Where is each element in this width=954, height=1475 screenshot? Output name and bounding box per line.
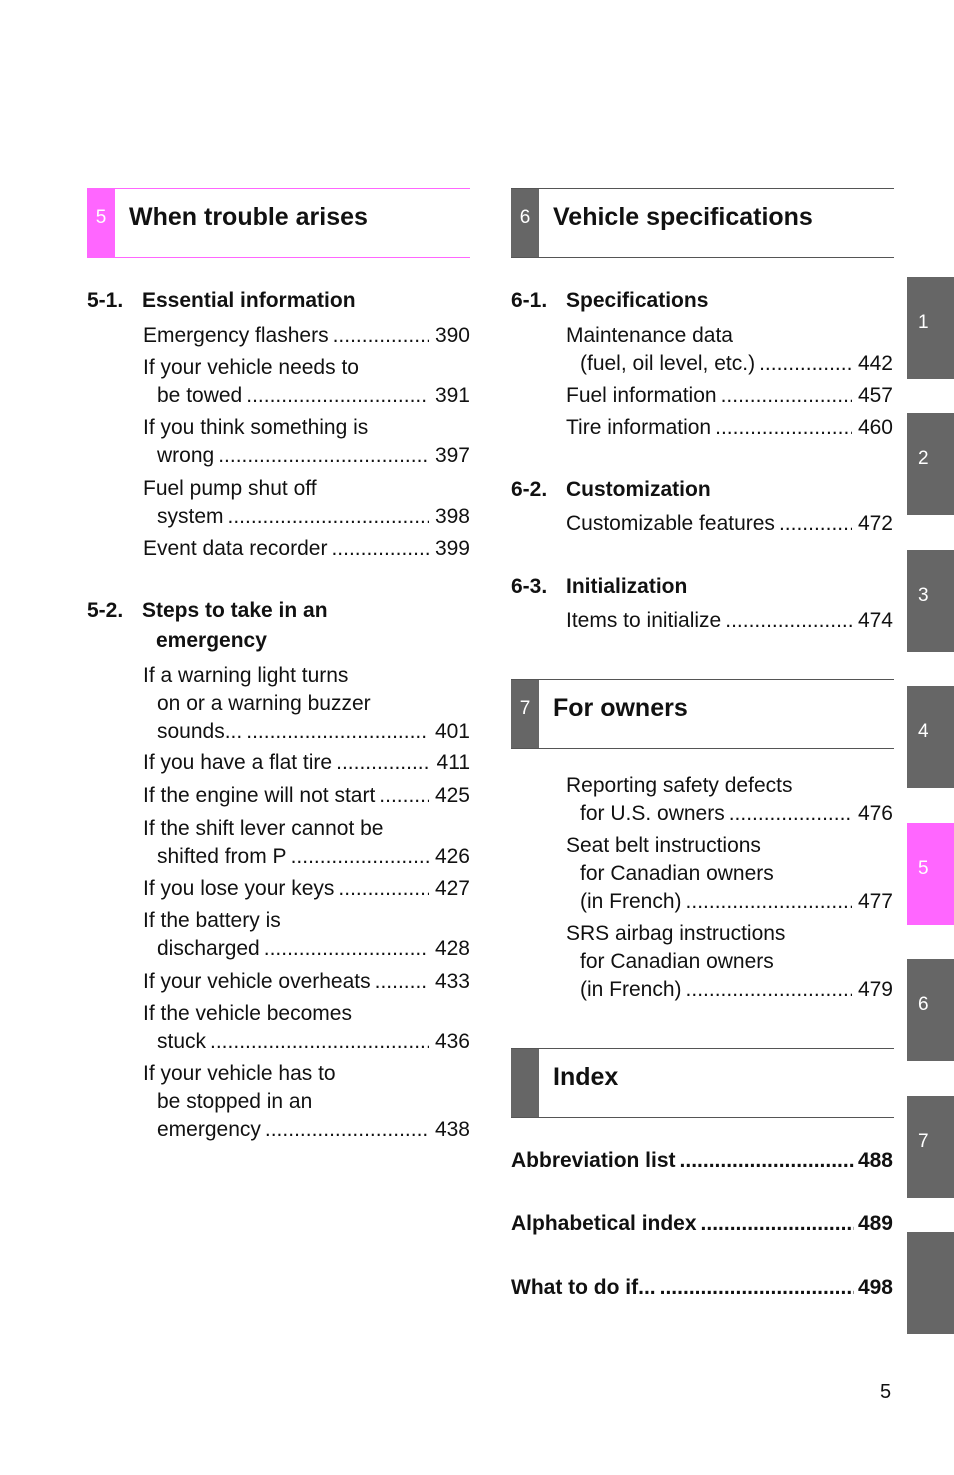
subsection-title-line2: emergency	[156, 629, 267, 652]
leader-dots	[759, 350, 852, 378]
toc-entry-label: be towed	[157, 384, 243, 407]
toc-entry-last-line	[566, 382, 893, 410]
toc-entry[interactable]	[566, 772, 893, 828]
toc-entry[interactable]	[143, 749, 470, 777]
leader-dots	[246, 718, 429, 746]
section-number: 7	[511, 680, 539, 748]
toc-entry-last-line	[143, 535, 470, 563]
toc-entry-page: 398	[434, 505, 470, 528]
section-number: 5	[87, 189, 115, 257]
toc-entry-last-line	[566, 510, 893, 538]
section-header-vehicle-specifications	[511, 188, 894, 258]
toc-entry-last-line	[143, 843, 470, 871]
index-entry-abbreviation-list[interactable]	[511, 1147, 893, 1175]
toc-entry[interactable]	[566, 832, 893, 916]
leader-dots	[264, 935, 429, 963]
toc-entry-last-line	[566, 800, 893, 828]
toc-entry-line: Fuel pump shut off	[143, 477, 317, 500]
toc-entry[interactable]	[143, 815, 470, 871]
toc-entry-line: If your vehicle needs to	[143, 356, 359, 379]
chapter-tab-4[interactable]: 4	[907, 686, 954, 788]
toc-entry-last-line	[143, 1116, 470, 1144]
leader-dots	[680, 1147, 854, 1175]
toc-entry-last-line	[566, 976, 893, 1004]
section-header-when-trouble-arises	[87, 188, 470, 258]
subsection-number: 5-2.	[87, 599, 124, 622]
toc-entry[interactable]	[566, 607, 893, 635]
toc-entry-last-line	[143, 749, 470, 777]
toc-entry-last-line	[143, 718, 470, 746]
toc-entry-label: emergency	[157, 1118, 261, 1141]
toc-entry-label: Items to initialize	[566, 609, 722, 632]
toc-entry-page: 474	[857, 609, 893, 632]
toc-entry[interactable]	[143, 354, 470, 410]
subsection-title: Specifications	[566, 289, 709, 312]
section-title: Index	[553, 1063, 619, 1091]
index-entry-page: 489	[857, 1212, 893, 1235]
leader-dots	[379, 782, 429, 810]
toc-entry-page: 476	[857, 802, 893, 825]
index-entry-what-to-do-if[interactable]	[511, 1274, 893, 1302]
leader-dots	[701, 1210, 854, 1238]
toc-entry[interactable]	[143, 875, 470, 903]
toc-entry-page: 390	[434, 324, 470, 347]
toc-entry[interactable]	[143, 475, 470, 531]
toc-entry-page: 411	[436, 751, 470, 774]
toc-entry-label: Customizable features	[566, 512, 775, 535]
toc-entry-label: stuck	[157, 1030, 207, 1053]
leader-dots	[686, 888, 852, 916]
toc-entry-line: for Canadian owners	[580, 862, 774, 885]
toc-entry[interactable]	[566, 322, 893, 378]
toc-entry-last-line	[566, 607, 893, 635]
toc-entry-line: Maintenance data	[566, 324, 733, 347]
toc-entry-label: Tire information	[566, 416, 712, 439]
toc-entry-label: Emergency flashers	[143, 324, 329, 347]
toc-entry-label: system	[157, 505, 224, 528]
chapter-tab-2[interactable]: 2	[907, 413, 954, 515]
toc-entry-page: 426	[434, 845, 470, 868]
leader-dots	[338, 875, 429, 903]
toc-entry[interactable]	[566, 920, 893, 1004]
toc-entry-last-line	[143, 322, 470, 350]
leader-dots	[210, 1028, 429, 1056]
toc-entry-last-line	[566, 888, 893, 916]
toc-entry-last-line	[143, 442, 470, 470]
leader-dots	[291, 843, 429, 871]
index-entry-page: 498	[857, 1276, 893, 1299]
toc-entry[interactable]	[143, 535, 470, 563]
leader-dots	[331, 535, 429, 563]
toc-entry-last-line	[143, 935, 470, 963]
toc-entry-label: (in French)	[580, 978, 682, 1001]
toc-entry[interactable]	[143, 782, 470, 810]
toc-entry-line: for Canadian owners	[580, 950, 774, 973]
toc-entry-line: be stopped in an	[157, 1090, 313, 1113]
toc-entry-last-line	[143, 968, 470, 996]
toc-entry-line: Seat belt instructions	[566, 834, 761, 857]
toc-entry-page: 425	[434, 784, 470, 807]
toc-entry[interactable]	[143, 322, 470, 350]
subsection-title: Initialization	[566, 575, 688, 598]
toc-entry-last-line	[143, 875, 470, 903]
toc-entry-label: If the engine will not start	[143, 784, 376, 807]
leader-dots	[715, 414, 852, 442]
toc-entry-label: (in French)	[580, 890, 682, 913]
chapter-tab-1[interactable]: 1	[907, 277, 954, 379]
toc-entry-page: 460	[857, 416, 893, 439]
toc-entry-label: Fuel information	[566, 384, 717, 407]
toc-entry-line: If a warning light turns	[143, 664, 349, 687]
leader-dots	[218, 442, 429, 470]
toc-entry-page: 472	[857, 512, 893, 535]
leader-dots	[779, 510, 852, 538]
leader-dots	[336, 749, 430, 777]
toc-entry-page: 442	[857, 352, 893, 375]
index-entry-label: Abbreviation list	[511, 1149, 676, 1172]
toc-entry-page: 477	[857, 890, 893, 913]
toc-entry-line: SRS airbag instructions	[566, 922, 786, 945]
leader-dots	[228, 503, 429, 531]
toc-entry-page: 428	[434, 937, 470, 960]
toc-entry[interactable]	[143, 907, 470, 963]
toc-entry-label: (fuel, oil level, etc.)	[580, 352, 756, 375]
toc-entry-page: 479	[857, 978, 893, 1001]
subsection-number: 6-1.	[511, 289, 548, 312]
leader-dots	[721, 382, 852, 410]
chapter-tab-7[interactable]: 7	[907, 1096, 954, 1198]
section-title: When trouble arises	[129, 203, 368, 231]
section-title: Vehicle specifications	[553, 203, 813, 231]
section-number-block	[511, 1049, 539, 1117]
toc-entry-label: for U.S. owners	[580, 802, 725, 825]
toc-entry-page: 397	[434, 444, 470, 467]
toc-entry-last-line	[143, 1028, 470, 1056]
toc-entry-label: If your vehicle overheats	[143, 970, 371, 993]
leader-dots	[265, 1116, 429, 1144]
chapter-tab-index[interactable]	[907, 1232, 954, 1334]
section-header-index	[511, 1048, 894, 1118]
section-number: 6	[511, 189, 539, 257]
leader-dots	[686, 976, 852, 1004]
leader-dots	[729, 800, 852, 828]
leader-dots	[660, 1274, 854, 1302]
toc-entry[interactable]	[566, 382, 893, 410]
leader-dots	[333, 322, 429, 350]
toc-entry-page: 401	[434, 720, 470, 743]
toc-entry[interactable]	[566, 414, 893, 442]
toc-entry-last-line	[566, 414, 893, 442]
subsection-title: Customization	[566, 478, 711, 501]
toc-entry-label: Event data recorder	[143, 537, 328, 560]
toc-entry-line: If you think something is	[143, 416, 369, 439]
toc-entry[interactable]	[143, 1000, 470, 1056]
chapter-tab-3[interactable]: 3	[907, 550, 954, 652]
toc-entry[interactable]	[143, 1060, 470, 1144]
subsection-title: Steps to take in an	[142, 599, 328, 622]
index-entry-alphabetical-index[interactable]	[511, 1210, 893, 1238]
leader-dots	[725, 607, 852, 635]
toc-entry[interactable]	[143, 662, 470, 746]
toc-entry-page: 438	[434, 1118, 470, 1141]
leader-dots	[246, 382, 429, 410]
toc-entry-line: Reporting safety defects	[566, 774, 793, 797]
toc-entry-page: 433	[434, 970, 470, 993]
toc-entry-label: shifted from P	[157, 845, 287, 868]
toc-entry-page: 399	[434, 537, 470, 560]
page-number: 5	[880, 1381, 892, 1403]
subsection-number: 5-1.	[87, 289, 124, 312]
toc-entry-line: on or a warning buzzer	[157, 692, 371, 715]
toc-entry[interactable]	[143, 968, 470, 996]
toc-entry-page: 436	[434, 1030, 470, 1053]
index-entry-label: Alphabetical index	[511, 1212, 697, 1235]
index-entry-page: 488	[857, 1149, 893, 1172]
toc-entry[interactable]	[143, 414, 470, 470]
subsection-number: 6-2.	[511, 478, 548, 501]
toc-entry-page: 457	[857, 384, 893, 407]
toc-entry-page: 391	[434, 384, 470, 407]
toc-entry-label: sounds...	[157, 720, 243, 743]
toc-entry-line: If the battery is	[143, 909, 281, 932]
toc-entry-label: discharged	[157, 937, 260, 960]
subsection-5-2	[87, 596, 470, 656]
subsection-number: 6-3.	[511, 575, 548, 598]
toc-entry-last-line	[566, 350, 893, 378]
toc-entry-label: wrong	[157, 444, 215, 467]
toc-entry-line: If the vehicle becomes	[143, 1002, 352, 1025]
leader-dots	[375, 968, 429, 996]
toc-entry-last-line	[143, 782, 470, 810]
chapter-tab-5[interactable]: 5	[907, 823, 954, 925]
subsection-title: Essential information	[142, 289, 356, 312]
toc-entry-last-line	[143, 503, 470, 531]
toc-entry[interactable]	[566, 510, 893, 538]
toc-entry-last-line	[143, 382, 470, 410]
section-header-for-owners	[511, 679, 894, 749]
toc-entry-label: If you have a flat tire	[143, 751, 333, 774]
section-title: For owners	[553, 694, 688, 722]
toc-entry-line: If the shift lever cannot be	[143, 817, 384, 840]
toc-entry-line: If your vehicle has to	[143, 1062, 336, 1085]
index-entry-label: What to do if...	[511, 1276, 656, 1299]
toc-entry-label: If you lose your keys	[143, 877, 335, 900]
chapter-tab-6[interactable]: 6	[907, 959, 954, 1061]
toc-entry-page: 427	[434, 877, 470, 900]
